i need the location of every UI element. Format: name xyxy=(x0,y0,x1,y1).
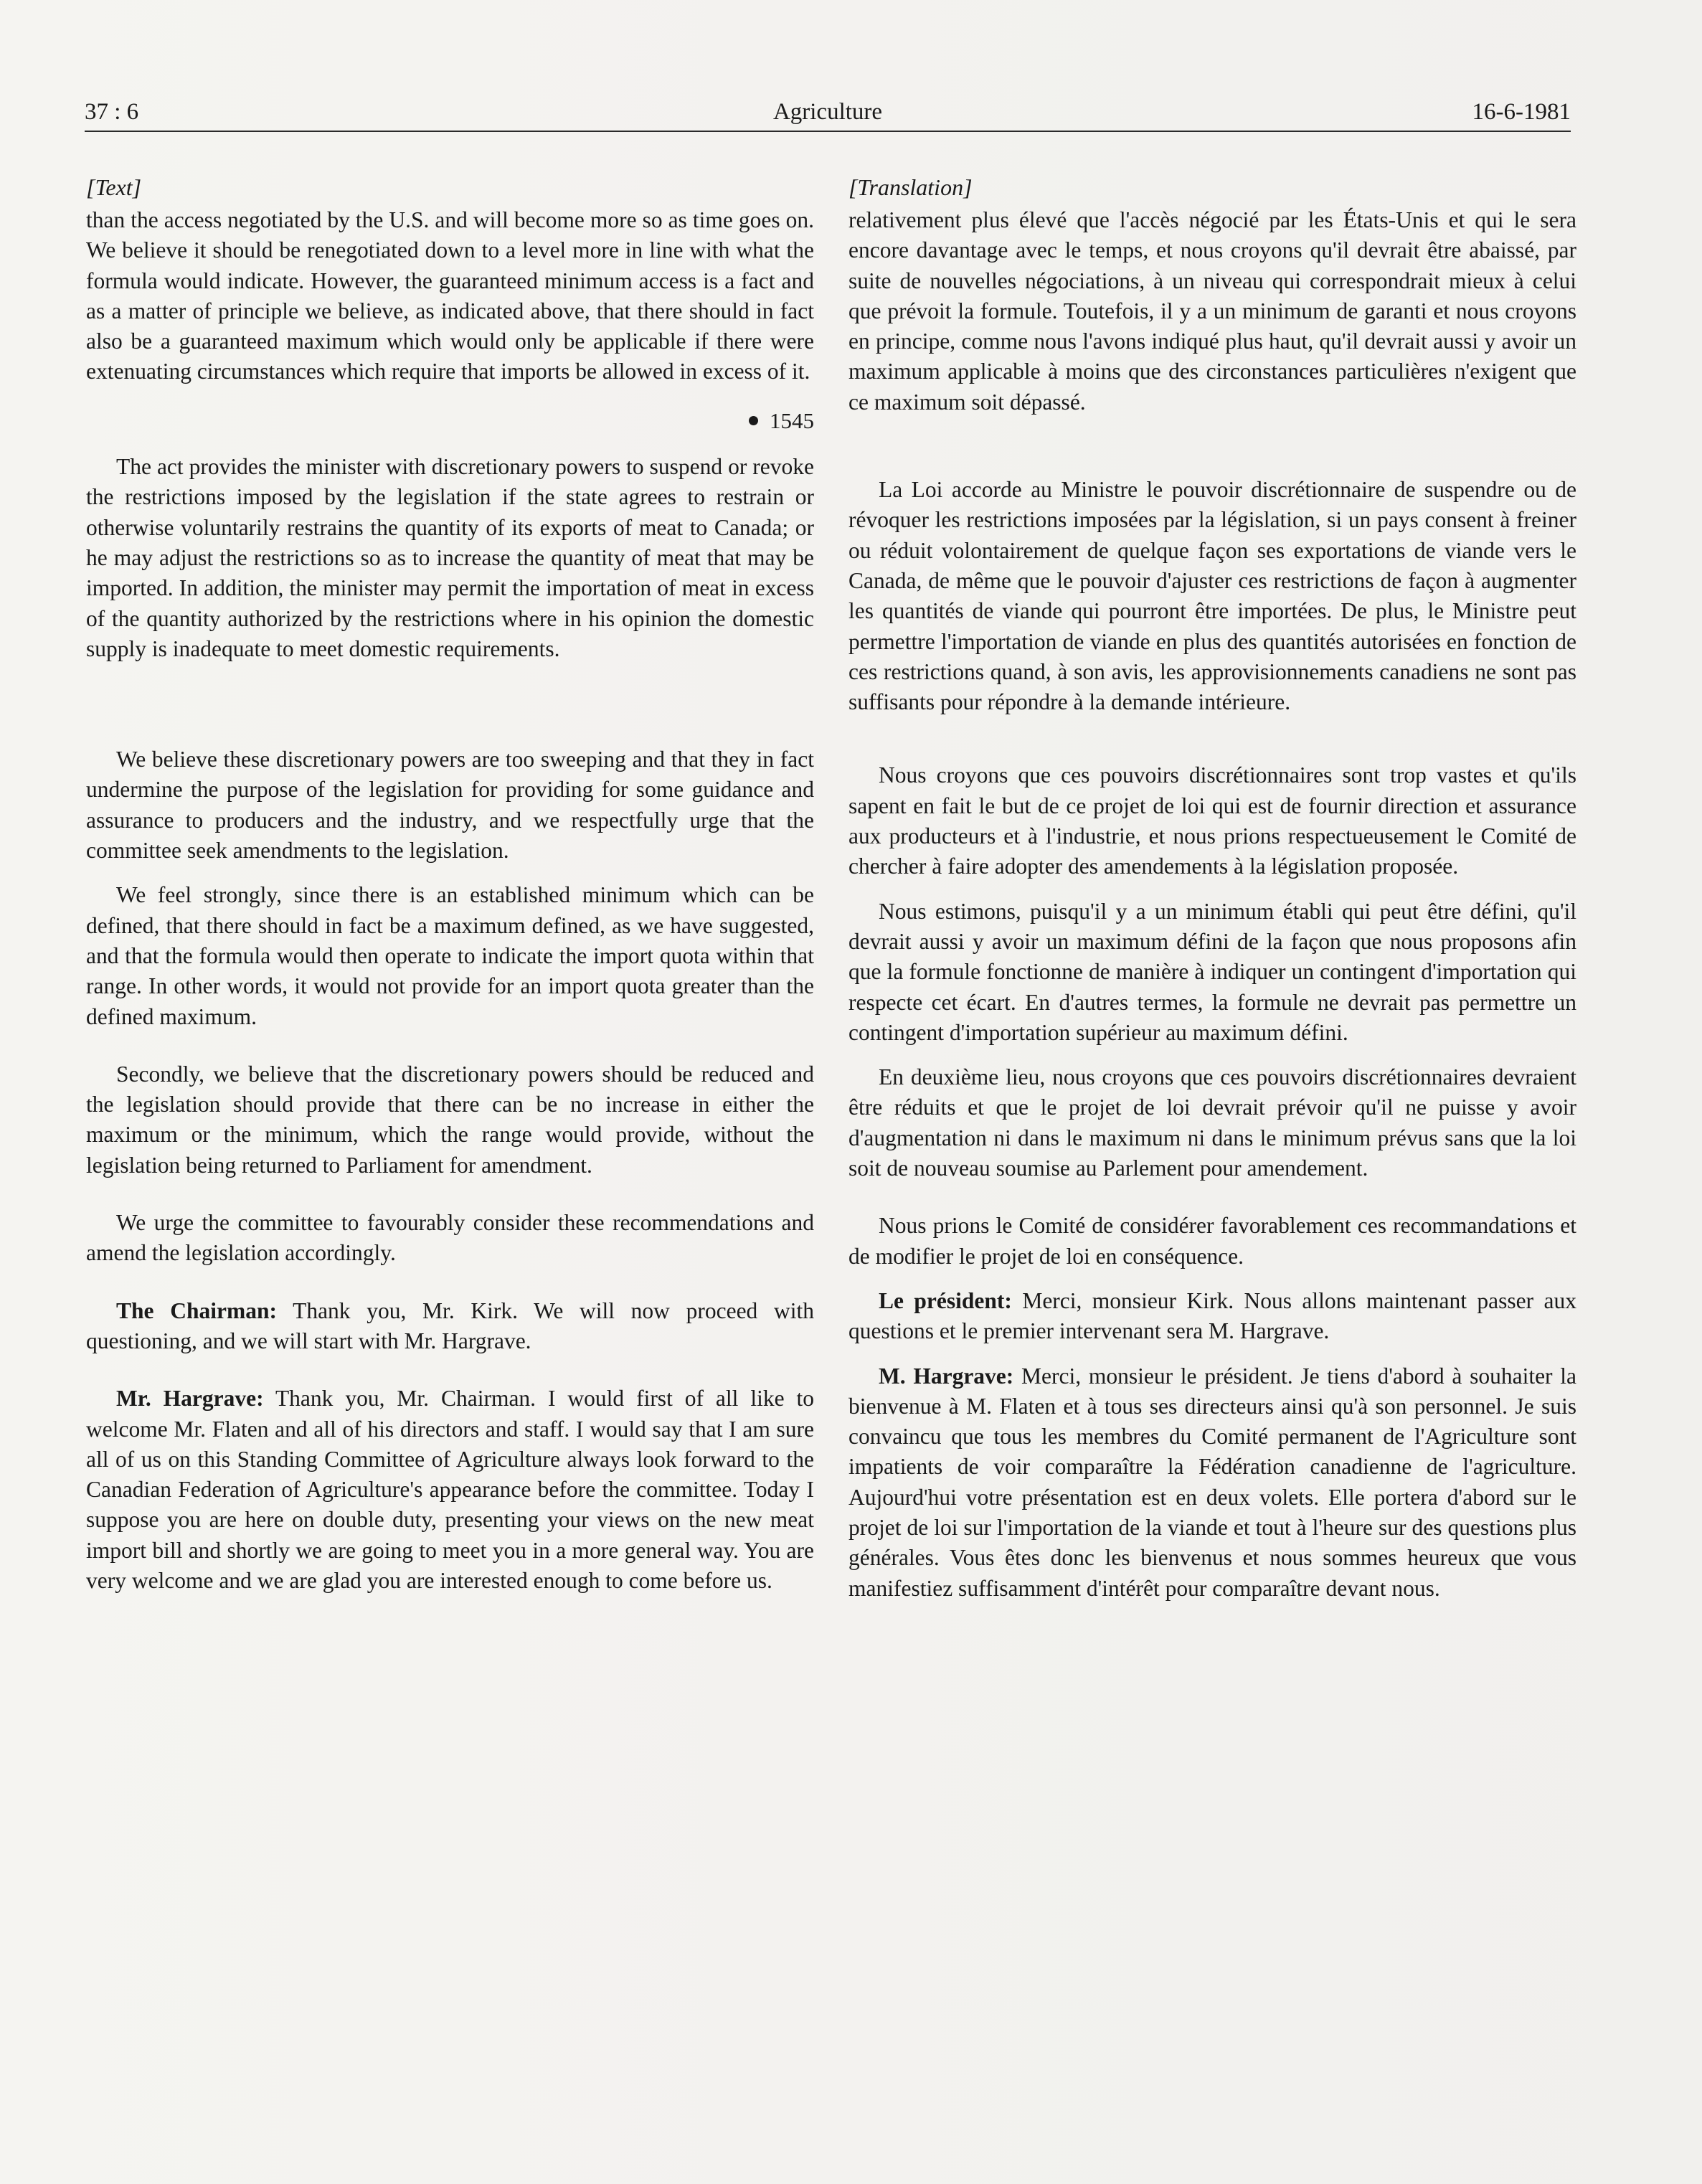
bullet-icon xyxy=(749,416,758,425)
paragraph: Nous prions le Comité de considérer favorablement ces recommandations et de modifier le projet de loi en conséquence. xyxy=(848,1213,1576,1269)
speaker-name: The Chairman: xyxy=(116,1297,277,1323)
paragraph: Nous croyons que ces pouvoirs discrétionnaires sont trop vastes et qu'ils sapent en fait le but de ce projet de loi qui est de fournir direction et assurance aux producteurs et à l'industrie, et nous prions respectueusement le Comité de chercher à faire adopter des amendements à la législation proposée. xyxy=(848,762,1576,879)
paragraph: We feel strongly, since there is an established minimum which can be defined, that there should in fact be a maximum defined, as we have suggested, and that the formula would then operate to indicate the import quota within that range. In other words, it would not provide for an import quota greater than the defined maximum. xyxy=(86,882,814,1029)
paragraph: We believe these discretionary powers are too sweeping and that they in fact undermine the purpose of the legislation for providing for some guidance and assurance to producers and the industry, and we respectfully urge that the committee seek amendments to the legislation. xyxy=(86,747,814,864)
paragraph: Secondly, we believe that the discretionary powers should be reduced and the legislation should provide that there can be no increase in either the maximum or the minimum, which the range would provide, without the legislation being returned to Parliament for amendment. xyxy=(86,1061,814,1178)
speaker-name: Mr. Hargrave: xyxy=(116,1386,264,1412)
speaker-text: Merci, monsieur Kirk. Nous allons maintenant passer aux questions et le premier intervenant sera M. Hargrave. xyxy=(848,1287,1577,1344)
speaker-text: Merci, monsieur le président. Je tiens d'abord à souhaiter la bienvenue à M. Flaten et à tous ses directeurs ainsi qu'à son personnel. Je suis convaincu que tous les membres du Comité permanent de l'Agriculture sont impatients de voir comparaître la Fédération canadienne de l'agriculture. Aujourd'hui votre présentation est en deux volets. Elle portera d'abord sur le projet de loi sur l'importation de la viande et tout à l'heure sur des questions plus générales. Vous êtes donc les bienvenus et nous sommes heureux que vous manifestiez suffisamment d'intérêt pour comparaître devant nous. xyxy=(848,1363,1577,1601)
paragraph: than the access negotiated by the U.S. and will become more so as time goes on. We believe it should be renegotiated down to a level more in line with what the formula would indicate. However, the guaranteed minimum access is a fact and as a matter of principle we believe, as indicated above, that there should in fact also be a guaranteed maximum which would only be applicable if there were extenuating circumstances which require that imports be allowed in excess of it. xyxy=(86,207,814,384)
speaker-name: M. Hargrave: xyxy=(879,1363,1014,1389)
paragraph: The act provides the minister with discretionary powers to suspend or revoke the restrictions imposed by the legislation if the state agrees to restrain or otherwise voluntarily restrains the quantity of its exports of meat to Canada; or he may adjust the restrictions so as to increase the quantity of meat that may be imported. In addition, the minister may permit the importation of meat in excess of the quantity authorized by the restrictions where in his opinion the domestic supply is inadequate to meet domestic requirements. xyxy=(86,454,814,661)
section-title: Agriculture xyxy=(772,99,883,125)
english-column xyxy=(86,172,814,1596)
translation-label: [Translation] xyxy=(848,174,973,200)
page-number: 37 : 6 xyxy=(85,99,139,125)
time-marker xyxy=(86,406,814,436)
time-marker-value: 1545 xyxy=(770,407,814,433)
paragraph: En deuxième lieu, nous croyons que ces pouvoirs discrétionnaires devraient être réduits et que le projet de loi devrait prévoir qu'il ne puisse y avoir d'augmentation ni dans le maximum ni dans le minimum prévus sans que la loi soit de nouveau soumise au Parlement pour amendement. xyxy=(848,1064,1576,1181)
paragraph: La Loi accorde au Ministre le pouvoir discrétionnaire de suspendre ou de révoquer les restrictions imposées par la législation, si un pays consent à freiner ou réduit volontairement de quelque façon ses exportations de viande vers le Canada, de même que le pouvoir d'ajuster ces restrictions de façon à augmenter les quantités de viande qui pourront être importées. De plus, le Ministre peut permettre l'importation de viande en plus des quantités autorisées en fonction de ces restrictions quand, à son avis, les approvisionnements canadiens ne sont pas suffisants pour répondre à la demande intérieure. xyxy=(848,477,1576,715)
paragraph xyxy=(848,1286,1576,1347)
header-date: 16-6-1981 xyxy=(1472,99,1571,125)
french-column xyxy=(848,172,1576,1604)
paragraph: Nous estimons, puisqu'il y a un minimum établi qui peut être défini, qu'il devrait aussi y avoir un maximum défini de la façon que nous proposons afin que la formule fonctionne de manière à indiquer un contingent d'importation qui respecte cet écart. En d'autres termes, la formule ne devrait pas permettre un contingent d'importation supérieur au maximum défini. xyxy=(848,898,1576,1045)
paragraph xyxy=(848,1361,1576,1604)
paragraph xyxy=(86,1296,814,1357)
text-label: [Text] xyxy=(86,174,142,200)
speaker-name: Le président: xyxy=(879,1287,1012,1313)
speaker-text: Thank you, Mr. Kirk. We will now proceed with questioning, and we will start with Mr. Hargrave. xyxy=(86,1297,814,1353)
paragraph xyxy=(86,1384,814,1596)
speaker-text: Thank you, Mr. Chairman. I would first of all like to welcome Mr. Flaten and all of his directors and staff. I would say that I am sure all of us on this Standing Committee of Agriculture always look forward to the Canadian Federation of Agriculture's appearance before the committee. Today I suppose you are here on double duty, presenting your views on the new meat import bill and shortly we are going to meet you in a more general way. You are very welcome and we are glad you are interested enough to come before us. xyxy=(86,1386,814,1593)
page-header xyxy=(85,98,1571,132)
paragraph: We urge the committee to favourably consider these recommendations and amend the legislation accordingly. xyxy=(86,1210,814,1266)
paragraph: relativement plus élevé que l'accès négocié par les États-Unis et qui le sera encore davantage avec le temps, et nous croyons qu'il devrait être abaissé, par suite de nouvelles négociations, à un niveau qui correspondrait mieux à celui que prévoit la formule. Toutefois, il y a un minimum de garanti et nous croyons en principe, comme nous l'avons indiqué plus haut, qu'il devrait aussi y avoir un maximum applicable à moins que des circonstances particulières n'exigent que ce maximum soit dépassé. xyxy=(848,207,1576,415)
